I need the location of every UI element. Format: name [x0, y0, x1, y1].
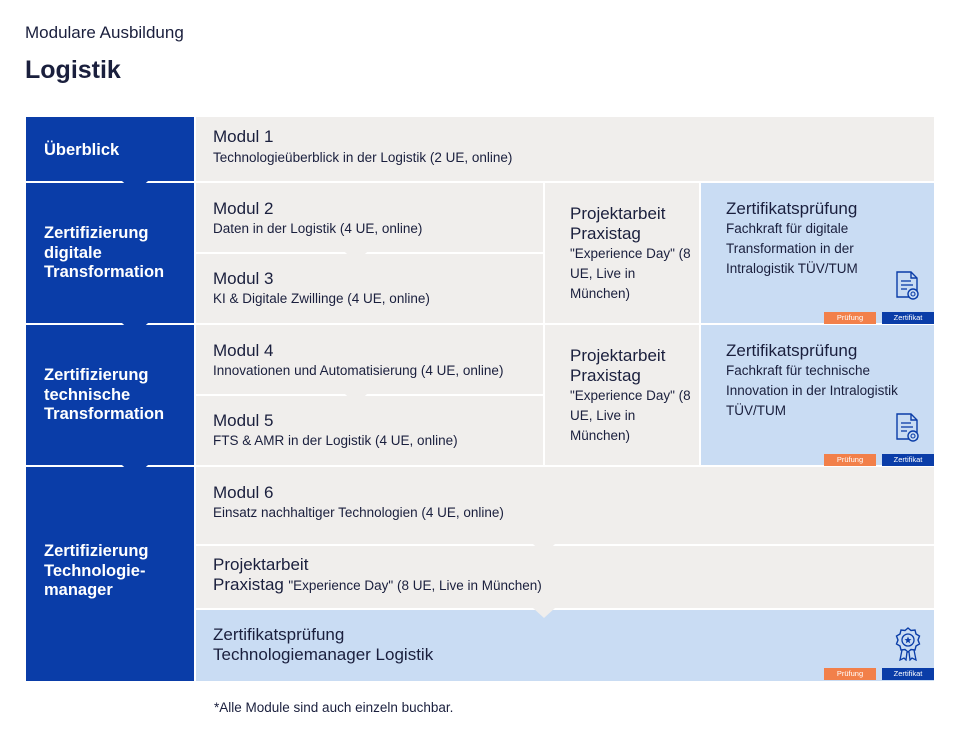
cert-2-desc: Fachkraft für technische Innovation in der Intralogistik TÜV/TUM: [726, 363, 898, 418]
project-2-desc: "Experience Day" (8 UE, Live in München): [570, 388, 691, 443]
sidebar-label-manager: Zertifizierung Technologie-manager: [44, 542, 149, 599]
module-6-title: Modul 6: [213, 483, 274, 502]
project-wide-line1: Projektarbeit: [213, 555, 309, 574]
project-1-title: Projektarbeit Praxistag: [570, 204, 666, 243]
module-3-cell: [196, 254, 543, 323]
rosette-medal-icon: [894, 627, 922, 661]
cert-wide-cell: [196, 610, 934, 681]
sidebar-label-technical: Zertifizierung technische Transformation: [44, 366, 165, 423]
module-6-desc: Einsatz nachhaltiger Technologien (4 UE, online): [213, 505, 504, 520]
module-5-desc: FTS & AMR in der Logistik (4 UE, online): [213, 433, 458, 448]
project-wide-line2-desc: "Experience Day" (8 UE, Live in München): [288, 578, 542, 593]
sidebar-label-digital: Zertifizierung digitale Transformation: [44, 224, 165, 281]
module-5-cell: [196, 396, 543, 465]
pruefung-badge: Prüfung: [824, 454, 876, 466]
zertifikat-badge: Zertifikat: [882, 454, 934, 466]
module-1-title: Modul 1: [213, 127, 274, 146]
page-title: Logistik: [25, 56, 121, 84]
pruefung-badge: Prüfung: [824, 312, 876, 324]
module-4-cell: [196, 325, 543, 394]
zertifikat-badge: Zertifikat: [882, 312, 934, 324]
module-6-cell: [196, 467, 934, 544]
project-1-cell: [545, 183, 699, 323]
cert-1-title: Zertifikatsprüfung: [726, 199, 858, 218]
module-3-title: Modul 3: [213, 269, 274, 288]
project-wide-line2-title: Praxistag: [213, 575, 284, 594]
cert-wide-title2: Technologiemanager Logistik: [213, 645, 434, 664]
project-1-desc: "Experience Day" (8 UE, Live in München): [570, 246, 691, 301]
project-2-title: Projektarbeit Praxistag: [570, 346, 666, 385]
module-2-cell: [196, 183, 543, 252]
sidebar-label-overview: Überblick: [44, 141, 120, 159]
module-4-title: Modul 4: [213, 341, 274, 360]
page-subtitle: Modulare Ausbildung: [25, 23, 184, 42]
certificate-document-icon: [895, 413, 921, 445]
project-2-cell: [545, 325, 699, 465]
module-3-desc: KI & Digitale Zwillinge (4 UE, online): [213, 291, 430, 306]
cert-1-cell: [701, 183, 934, 323]
sidebar-digital: [26, 183, 194, 323]
certificate-document-icon: [895, 271, 921, 303]
footnote: *Alle Module sind auch einzeln buchbar.: [214, 700, 454, 715]
module-1-cell: [196, 117, 934, 181]
pruefung-badge: Prüfung: [824, 668, 876, 680]
flow-notch: [545, 242, 556, 264]
module-1-desc: Technologieüberblick in der Logistik (2 UE, online): [213, 150, 513, 165]
sidebar-manager: [26, 467, 194, 681]
flow-notch: [533, 608, 555, 618]
cert-2-cell: [701, 325, 934, 465]
cert-2-title: Zertifikatsprüfung: [726, 341, 858, 360]
project-wide-line2: [213, 575, 542, 595]
flow-notch: [345, 394, 367, 404]
flow-notch: [345, 252, 367, 262]
cert-wide-title1: Zertifikatsprüfung: [213, 625, 345, 644]
project-wide-cell: [196, 546, 934, 608]
module-5-title: Modul 5: [213, 411, 274, 430]
sidebar-technical: [26, 325, 194, 465]
flow-notch: [533, 544, 555, 554]
zertifikat-badge: Zertifikat: [882, 668, 934, 680]
sidebar-overview: [26, 117, 194, 181]
cert-1-desc: Fachkraft für digitale Transformation in der Intralogistik TÜV/TUM: [726, 221, 858, 276]
module-4-desc: Innovationen und Automatisierung (4 UE, online): [213, 363, 504, 378]
module-2-desc: Daten in der Logistik (4 UE, online): [213, 221, 423, 236]
module-2-title: Modul 2: [213, 199, 274, 218]
flow-notch: [545, 384, 556, 406]
